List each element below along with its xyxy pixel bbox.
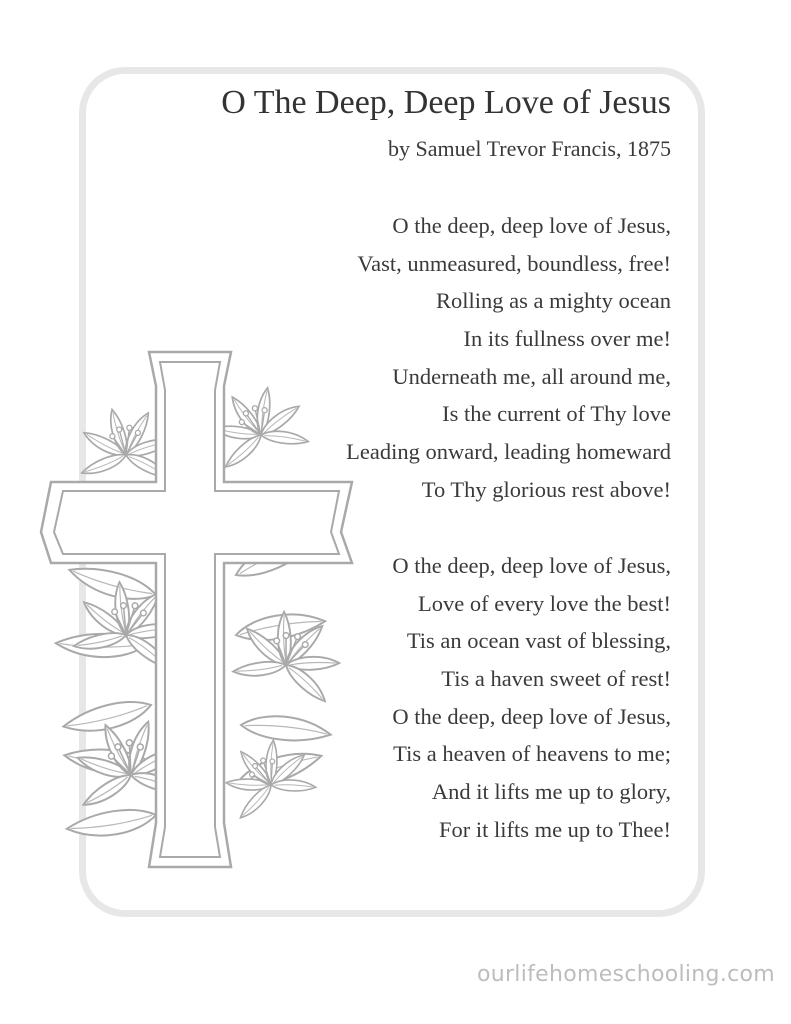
verse-line: O the deep, deep love of Jesus,: [392, 703, 671, 729]
verse-line: Tis a haven sweet of rest!: [441, 666, 671, 692]
verse-line: O the deep, deep love of Jesus,: [392, 553, 671, 578]
stanza-1: [151, 207, 671, 509]
verse-line: O the deep, deep love of Jesus,: [392, 213, 671, 238]
verse-line: Is the current of Thy love: [442, 401, 671, 427]
poem-title: O The Deep, Deep Love of Jesus: [221, 84, 671, 121]
verse-line: In its fullness over me!: [463, 326, 671, 352]
verse-line: To Thy glorious rest above!: [421, 476, 671, 502]
stanza-2: [151, 547, 671, 849]
verse-line: Leading onward, leading homeward: [346, 439, 671, 465]
verse-line: Tis an ocean vast of blessing,: [406, 628, 671, 654]
verse-line: Underneath me, all around me,: [392, 363, 671, 389]
verse-line: For it lifts me up to Thee!: [438, 816, 671, 842]
verse-line: Vast, unmeasured, boundless, free!: [357, 250, 671, 276]
verse-line: And it lifts me up to glory,: [431, 779, 671, 805]
verse-line: Tis a heaven of heavens to me;: [393, 741, 671, 767]
verse-line: Rolling as a mighty ocean: [436, 288, 671, 314]
verse-line: Love of every love the best!: [417, 590, 671, 616]
poem-author: by Samuel Trevor Francis, 1875: [388, 136, 671, 161]
website-url: ourlifehomeschooling.com: [476, 962, 775, 987]
